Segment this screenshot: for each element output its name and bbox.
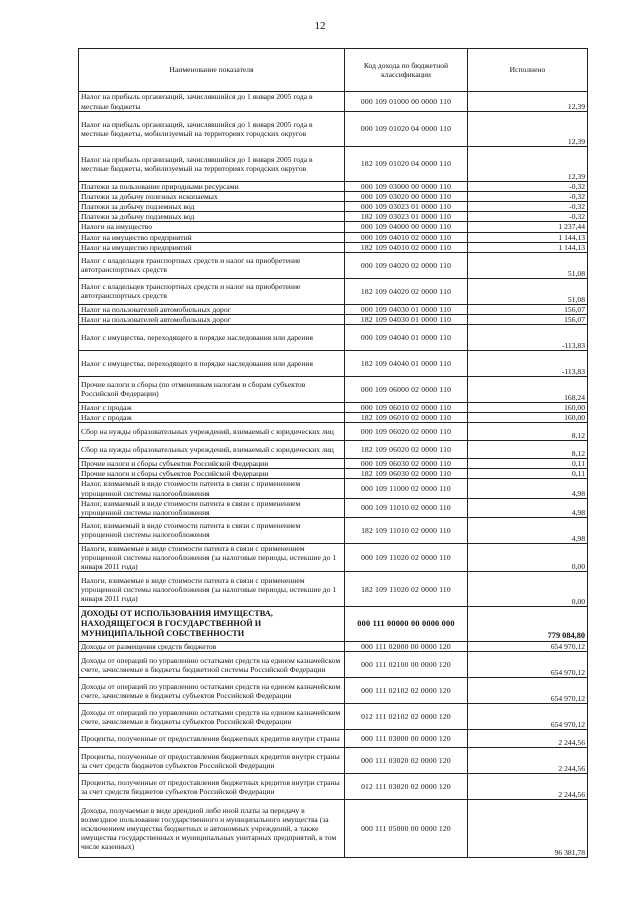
table-row [79, 730, 588, 748]
row-code: 000 109 04040 01 0000 110 [345, 324, 468, 350]
table-row [79, 479, 588, 498]
row-amount: 654 970,12 [468, 678, 588, 704]
table-row [79, 222, 588, 232]
row-amount: 2 244,56 [468, 730, 588, 748]
row-code: 182 109 04020 02 0000 110 [345, 278, 468, 304]
table-row [79, 543, 588, 571]
row-amount: 12,39 [468, 147, 588, 182]
table-row [79, 678, 588, 704]
row-code: 182 109 11020 02 0000 110 [345, 572, 468, 607]
header-name: Наименование показателя [79, 49, 345, 92]
header-amount: Исполнено [468, 49, 588, 92]
row-name: Налог, взимаемый в виде стоимости патента в связи с применением упрощенной системы налогообложения [79, 498, 345, 517]
row-code: 000 111 02100 00 0000 120 [345, 652, 468, 678]
row-code: 000 109 03000 00 0000 110 [345, 182, 468, 192]
row-name: Проценты, полученные от предоставления бюджетных кредитов внутри страны за счет средств бюджетов субъектов Российской Федерации [79, 748, 345, 774]
row-name: Налог с владельцев транспортных средств и налог на приобретение автотранспортных средств [79, 278, 345, 304]
row-amount: 0,00 [468, 572, 588, 607]
row-amount: 8,12 [468, 423, 588, 441]
row-name: Платежи за пользование природными ресурсами [79, 182, 345, 192]
row-code: 182 109 06010 02 0000 110 [345, 413, 468, 423]
row-code: 000 109 01020 04 0000 110 [345, 112, 468, 147]
row-code: 000 109 11010 02 0000 110 [345, 498, 468, 517]
row-amount: 4,98 [468, 498, 588, 517]
row-name: Налог, взимаемый в виде стоимости патента в связи с применением упрощенной системы налогообложения [79, 479, 345, 498]
row-code: 000 109 04030 01 0000 110 [345, 304, 468, 314]
table-row [79, 147, 588, 182]
row-amount: -0,32 [468, 202, 588, 212]
row-name: Налог с имущества, переходящего в порядке наследования или дарения [79, 350, 345, 376]
row-name: Доходы от операций по управлению остатками средств на едином казначейском счете, зачисляемые в бюджеты бюджетной системы Российской Федерации [79, 652, 345, 678]
table-row [79, 376, 588, 402]
table-row [79, 252, 588, 278]
row-amount: 156,07 [468, 304, 588, 314]
row-code: 182 109 04030 01 0000 110 [345, 314, 468, 324]
row-code: 000 109 04010 02 0000 110 [345, 232, 468, 242]
row-name: Платежи за добычу полезных ископаемых [79, 192, 345, 202]
row-amount: 8,12 [468, 441, 588, 459]
row-amount: 0,00 [468, 543, 588, 571]
row-code: 000 109 06000 02 0000 110 [345, 376, 468, 402]
row-name: Налоги на имущество [79, 222, 345, 232]
row-code: 012 111 02102 02 0000 120 [345, 704, 468, 730]
row-name: Налог с имущества, переходящего в порядке наследования или дарения [79, 324, 345, 350]
row-amount: 51,08 [468, 278, 588, 304]
row-name: Налог с продаж [79, 413, 345, 423]
row-name: Доходы, получаемые в виде арендной либо иной платы за передачу в возмездное пользование государственного и муниципального имущества (за исключением имущества бюджетных и автономных учреждений, а также имущества государственных и муниципальных унитарных предприятий, в том числе казенных) [79, 800, 345, 858]
table-row [79, 652, 588, 678]
row-name: Доходы от размещения средств бюджетов [79, 642, 345, 652]
row-amount: 160,00 [468, 413, 588, 423]
row-amount: -113,83 [468, 324, 588, 350]
table-header-row [79, 49, 588, 92]
row-amount: 12,39 [468, 92, 588, 112]
row-amount: 0,11 [468, 459, 588, 469]
row-code: 182 109 04010 02 0000 110 [345, 242, 468, 252]
row-amount: 51,08 [468, 252, 588, 278]
row-code: 000 109 03023 01 0000 110 [345, 202, 468, 212]
table-row [79, 572, 588, 607]
row-name: Прочие налоги и сборы (по отмененным налогам и сборам субъектов Российской Федерации) [79, 376, 345, 402]
row-amount: 1 237,44 [468, 222, 588, 232]
table-row [79, 314, 588, 324]
table-row [79, 350, 588, 376]
row-amount: 4,98 [468, 517, 588, 543]
row-name: Налог на прибыль организаций, зачислявшийся до 1 января 2005 года в местные бюджеты, мобилизуемый на территориях городских округов [79, 147, 345, 182]
row-amount: 4,98 [468, 479, 588, 498]
row-amount: 168,24 [468, 376, 588, 402]
row-amount: 96 381,78 [468, 800, 588, 858]
row-name: Доходы от операций по управлению остатками средств на едином казначейском счете, зачисляемые в бюджеты субъектов Российской Федерации [79, 678, 345, 704]
table-row [79, 748, 588, 774]
table-row [79, 324, 588, 350]
table-row [79, 469, 588, 479]
row-amount: 160,00 [468, 402, 588, 412]
row-code: 000 111 05000 00 0000 120 [345, 800, 468, 858]
table-row [79, 232, 588, 242]
table-row [79, 278, 588, 304]
row-amount: -0,32 [468, 182, 588, 192]
row-name: Налог на имущество предприятий [79, 242, 345, 252]
row-code: 000 111 02102 02 0000 120 [345, 678, 468, 704]
table-row [79, 402, 588, 412]
row-name: Налог на прибыль организаций, зачислявшийся до 1 января 2005 года в местные бюджеты [79, 92, 345, 112]
row-name: Налоги, взимаемые в виде стоимости патента в связи с применением упрощенной системы налогообложения (за налоговые периоды, истекшие до 1 января 2011 года) [79, 572, 345, 607]
table-row [79, 607, 588, 642]
row-amount: 12,39 [468, 112, 588, 147]
row-name: Сбор на нужды образовательных учреждений, взимаемый с юридических лиц [79, 423, 345, 441]
row-name: ДОХОДЫ ОТ ИСПОЛЬЗОВАНИЯ ИМУЩЕСТВА, НАХОДЯЩЕГОСЯ В ГОСУДАРСТВЕННОЙ И МУНИЦИПАЛЬНОЙ СОБСТВЕННОСТИ [79, 607, 345, 642]
row-name: Доходы от операций по управлению остатками средств на едином казначейском счете, зачисляемые в бюджеты субъектов Российской Федерации [79, 704, 345, 730]
row-name: Налог на прибыль организаций, зачислявшийся до 1 января 2005 года в местные бюджеты, мобилизуемый на территориях городских округов [79, 112, 345, 147]
row-code: 182 109 04040 01 0000 110 [345, 350, 468, 376]
row-code: 182 109 06030 02 0000 110 [345, 469, 468, 479]
revenue-table [78, 48, 588, 858]
table-row [79, 642, 588, 652]
row-code: 000 109 04000 00 0000 110 [345, 222, 468, 232]
row-amount: -0,32 [468, 192, 588, 202]
row-name: Прочие налоги и сборы субъектов Российской Федерации [79, 469, 345, 479]
row-code: 000 109 06010 02 0000 110 [345, 402, 468, 412]
row-name: Налог на имущество предприятий [79, 232, 345, 242]
row-name: Налог на пользователей автомобильных дорог [79, 304, 345, 314]
table-body [79, 92, 588, 858]
row-code: 000 109 06030 02 0000 110 [345, 459, 468, 469]
row-amount: 654 970,12 [468, 704, 588, 730]
table-row [79, 112, 588, 147]
row-code: 000 109 04020 02 0000 110 [345, 252, 468, 278]
row-name: Платежи за добычу подземных вод [79, 202, 345, 212]
table-row [79, 704, 588, 730]
row-code: 000 109 01000 00 0000 110 [345, 92, 468, 112]
table-row [79, 304, 588, 314]
row-code: 000 111 02000 00 0000 120 [345, 642, 468, 652]
table-row [79, 498, 588, 517]
table-row [79, 202, 588, 212]
page-number: 12 [314, 20, 326, 32]
row-code: 182 109 11010 02 0000 110 [345, 517, 468, 543]
row-name: Налог, взимаемый в виде стоимости патента в связи с применением упрощенной системы налогообложения [79, 517, 345, 543]
row-name: Проценты, полученные от предоставления бюджетных кредитов внутри страны [79, 730, 345, 748]
row-code: 000 111 03000 00 0000 120 [345, 730, 468, 748]
row-name: Проценты, полученные от предоставления бюджетных кредитов внутри страны за счет средств бюджетов субъектов Российской Федерации [79, 774, 345, 800]
row-code: 000 109 03020 00 0000 110 [345, 192, 468, 202]
table-row [79, 182, 588, 192]
row-amount: 654 970,12 [468, 652, 588, 678]
table-row [79, 800, 588, 858]
row-amount: 654 970,12 [468, 642, 588, 652]
table-row [79, 423, 588, 441]
table-row [79, 774, 588, 800]
row-amount: 0,11 [468, 469, 588, 479]
table-row [79, 459, 588, 469]
row-amount: 779 084,80 [468, 607, 588, 642]
row-code: 182 109 06020 02 0000 110 [345, 441, 468, 459]
table-row [79, 413, 588, 423]
table-row [79, 92, 588, 112]
row-code: 000 109 06020 02 0000 110 [345, 423, 468, 441]
table-row [79, 517, 588, 543]
row-amount: 2 244,56 [468, 774, 588, 800]
row-name: Налог с владельцев транспортных средств и налог на приобретение автотранспортных средств [79, 252, 345, 278]
row-name: Прочие налоги и сборы субъектов Российской Федерации [79, 459, 345, 469]
row-name: Сбор на нужды образовательных учреждений, взимаемый с юридических лиц [79, 441, 345, 459]
row-amount: 1 144,13 [468, 232, 588, 242]
row-amount: 156,07 [468, 314, 588, 324]
row-amount: -113,83 [468, 350, 588, 376]
table-row [79, 192, 588, 202]
row-name: Налог с продаж [79, 402, 345, 412]
row-code: 182 109 01020 04 0000 110 [345, 147, 468, 182]
row-code: 000 109 11020 02 0000 110 [345, 543, 468, 571]
table-row [79, 212, 588, 222]
row-name: Платежи за добычу подземных вод [79, 212, 345, 222]
row-code: 000 109 11000 02 0000 110 [345, 479, 468, 498]
row-amount: 1 144,13 [468, 242, 588, 252]
header-code: Код дохода по бюджетной классификации [345, 49, 468, 92]
row-code: 000 111 00000 00 0000 000 [345, 607, 468, 642]
row-name: Налоги, взимаемые в виде стоимости патента в связи с применением упрощенной системы налогообложения (за налоговые периоды, истекшие до 1 января 2011 года) [79, 543, 345, 571]
row-name: Налог на пользователей автомобильных дорог [79, 314, 345, 324]
row-amount: -0,32 [468, 212, 588, 222]
row-code: 000 111 03020 02 0000 120 [345, 748, 468, 774]
table-row [79, 441, 588, 459]
row-code: 182 109 03023 01 0000 110 [345, 212, 468, 222]
table-row [79, 242, 588, 252]
row-code: 012 111 03020 02 0000 120 [345, 774, 468, 800]
row-amount: 2 244,56 [468, 748, 588, 774]
